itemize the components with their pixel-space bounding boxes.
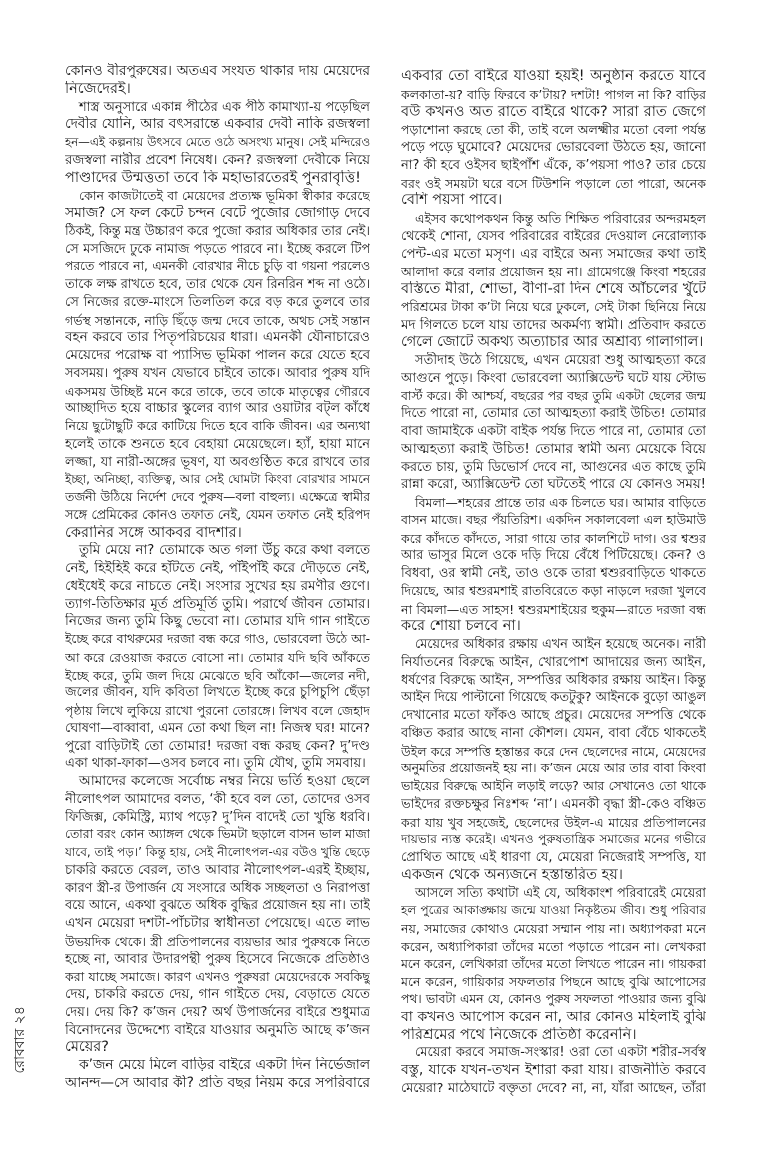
text-line: কোন কাজটাতেই বা মেয়েদের প্রত্যক্ষ ভূমিকা স্বীকার করেছে bbox=[79, 188, 370, 204]
text-line: বা কখনও আপোস করেন না, আর কোনও মহিলাই বুঝি bbox=[401, 1008, 706, 1025]
text-line: গেলে জোটে অকথ্য অত্যাচার আর অশ্রাব্য গালাগাল। bbox=[401, 334, 704, 351]
text-line: করা যায় খুব সহজেই, ছেলেদের উইল-এ মায়ের প্রতিপালনের bbox=[401, 814, 706, 830]
text-line: বিধবা, ওর স্বামী নেই, তাও ওকে তারা শ্বশুরবাড়িতে থাকতে bbox=[401, 566, 706, 581]
text-line: বস্তু, যাকে যখন-তখন ইশারা করা যায়। রাজনীতি করবে bbox=[401, 1062, 706, 1078]
paragraph bbox=[65, 542, 370, 773]
text-line: সঙ্গে প্রেমিকের কোনও তফাত নেই, যেমন তফাত নেই হরিপদ bbox=[65, 507, 370, 523]
running-footer: রোববার ২৪ bbox=[12, 1006, 28, 1074]
text-line: একবার তো বাইরে যাওয়া হয়ই! অনুষ্ঠান করতে যাবে bbox=[401, 68, 706, 84]
text-line: দেখানোর মতো ফাঁকও আছে প্রচুর। মেয়েদের সম্পত্তি থেকে bbox=[401, 708, 706, 723]
text-line: নিয়ে ছুটোছুটি করে কাটিয়ে দিতে হবে বাকি জীবন। এর অন্যথা bbox=[65, 419, 370, 433]
text-line: দেয়। দেয় কি? ক’জন দেয়? অর্থ উপার্জনের বাইরে শুধুমাত্র bbox=[65, 1004, 370, 1020]
text-line: একসময় উচ্ছিষ্ট মনে করে তাকে, তবে তাকে মাতৃত্বের গৌরবে bbox=[65, 383, 370, 399]
text-line: উইল করে সম্পত্তি হস্তান্তর করে দেন ছেলেদের নামে, মেয়েদের bbox=[401, 743, 706, 759]
text-line: আসলে সত্যি কথাটা এই যে, অধিকাংশ পরিবারেই মেয়েরা bbox=[415, 885, 706, 901]
text-line: নিজের জন্য তুমি কিছু ভেবো না। তোমার যদি গান গাইতে bbox=[65, 613, 370, 630]
text-line: পড়াশোনা করছে তো কী, তাই বলে অলক্ষ্মীর মতো বেলা পর্যন্ত bbox=[401, 122, 706, 138]
text-line: বস্তিতে মীরা, শোভা, বীণা-রা দিন শেষে আঁচলের খুঁটে bbox=[401, 281, 706, 297]
text-line: আগুনে পুড়ে। কিংবা ভোরবেলা অ্যাক্সিডেন্ট ঘটে যায় স্টোভ bbox=[401, 370, 706, 386]
text-line: কোনও বীরপুরুষের। অতএব সংযত থাকার দায় মেয়েদের bbox=[65, 63, 370, 79]
text-line: বার্স্ট করে। কী আশ্চর্য, বছরের পর বছর তুমি একটা ছেলের জন্ম bbox=[401, 388, 706, 403]
text-line: মনে করেন, গায়িকার সফলতার পিছনে আছে বুঝি আপোসের bbox=[401, 974, 706, 990]
text-line: চাকরি করতে বেরল, তাও আবার নীলোৎপল-এরই ইচ্ছায়, bbox=[65, 862, 370, 878]
text-line: ক’জন মেয়ে মিলে বাড়ির বাইরে একটা দিন নির্ভেজাল bbox=[79, 1057, 370, 1073]
text-line: ধেইধেই করে নাচতে নেই। সংসার সুখের হয় রমণীর গুণে। bbox=[65, 577, 370, 594]
paragraph bbox=[401, 494, 706, 636]
text-line: করে কাঁদতে কাঁদতে, সারা গায়ে তার কালশিটে দাগ। ওর শ্বশুর bbox=[401, 530, 706, 546]
text-line: রান্না করো, অ্যাক্সিডেন্ট তো ঘটতেই পারে যে কোনও সময়! bbox=[401, 477, 706, 493]
text-line: তুমি মেয়ে না? তোমাকে অত গলা উঁচু করে কথা বলতে bbox=[79, 543, 370, 559]
text-line: লজ্জা, যা নারী-অঙ্গের ভূষণ, যা অবগুণ্ঠিত করে রাখবে তার bbox=[65, 454, 370, 470]
text-line: নেই, হিইহিই করে হাঁটতে নেই, পাঁইপাঁই করে দৌড়তে নেই, bbox=[65, 561, 370, 576]
text-line: করেন, অধ্যাপিকারা তাঁদের মতো পড়াতে পারেন না। লেখকরা bbox=[401, 938, 706, 954]
text-line: মেয়েরা করবে সমাজ-সংস্কার! ওরা তো একটা শরীর-সর্বস্ব bbox=[415, 1045, 706, 1061]
text-line: না? কী হবে ওইসব ছাইপাঁশ এঁকে, ক’পয়সা পাও? তার চেয়ে bbox=[401, 157, 706, 173]
text-line: কেরানির সঙ্গে আকবর বাদশার। bbox=[65, 524, 242, 541]
text-line: শাস্ত্র অনুসারে একান্ন পীঠের এক পীঠ কামাখ্যা-য় পড়েছিল bbox=[79, 99, 370, 115]
text-line: ইচ্ছে করে, তুমি জল দিয়ে মেঝেতে ছবি আঁকো—জলের নদী, bbox=[65, 667, 370, 683]
text-line: কারণ স্ত্রী-র উপার্জন যে সংসারে অধিক সচ্ছলতা ও নিরাপত্তা bbox=[65, 880, 370, 896]
text-line: নির্যাতনের বিরুদ্ধে আইন, খোরপোশ আদায়ের জন্য আইন, bbox=[401, 654, 706, 670]
text-line: মেয়েরা? মাঠেঘাটে বক্তৃতা দেবে? না, না, যাঁরা আছেন, তাঁরা bbox=[401, 1080, 706, 1096]
text-line: এইসব কথোপকথন কিন্তু অতি শিক্ষিত পরিবারের অন্দরমহল bbox=[415, 211, 706, 226]
text-line: উভয়দিক থেকে। স্ত্রী প্রতিপালনের ব্যয়ভার আর পুরুষকে নিতে bbox=[65, 933, 370, 949]
text-line: হচ্ছে না, আবার উদারপন্থী পুরুষ হিসেবে নিজেকে প্রতিষ্ঠাও bbox=[65, 951, 370, 967]
text-line: আনন্দ—সে আবার কী? প্রতি বছর নিয়ম করে সপরিবারে bbox=[65, 1074, 370, 1091]
text-line: নীলোৎপল আমাদের বলত, ‘কী হবে বল তো, তোদের ওসব bbox=[65, 791, 370, 807]
left-column bbox=[65, 63, 370, 1093]
text-line: সতীদাহ উঠে গিয়েছে, এখন মেয়েরা শুধু আত্মহত্যা করে bbox=[415, 353, 706, 368]
text-line: সবসময়। পুরুষ যখন যেভাবে চাইবে তাকে। আবার পুরুষ যদি bbox=[65, 365, 370, 381]
paragraph bbox=[401, 352, 706, 494]
paragraph bbox=[65, 99, 370, 188]
text-line: একজন থেকে অন্যজনে হস্তান্তরিত হয়। bbox=[401, 866, 623, 883]
text-line: সে নিজের রক্তে-মাংসে তিলতিল করে বড় করে তুলবে তার bbox=[65, 294, 370, 310]
text-line: আর ভাসুর মিলে ওকে দড়ি দিয়ে বেঁধে পিটিয়েছে। কেন? ও bbox=[401, 548, 706, 564]
text-line: বউ কখনও অত রাতে বাইরে থাকে? সারা রাত জেগে bbox=[401, 103, 706, 120]
text-line: একা থাকা-ফাকা—ওসব চলবে না। তুমি যৌথ, তুমি সমবায়। bbox=[65, 756, 366, 772]
text-line: বরং ওই সময়টা ঘরে বসে টিউশনি পড়ালে তো পারো, অনেক bbox=[401, 175, 706, 191]
text-line: দিতে পারো না, তোমার তো আত্মহত্যা করাই উচিত! তোমার bbox=[401, 406, 706, 422]
text-line: মদ গিলতে চলে যায় তাদের অকর্মণ্য স্বামী। প্রতিবাদ করতে bbox=[401, 317, 706, 333]
text-line: না বিমলা—এত সাহস! শ্বশুরমশাইয়ের হুকুম—রাতে দরজা বন্ধ bbox=[401, 601, 706, 617]
text-line: ফিজিক্স, কেমিস্ট্রি, ম্যাথ পড়ে? দু’দিন বাদেই তো খুন্তি ধরবি। bbox=[65, 809, 370, 825]
text-line: প্রোথিত আছে এই ধারণা যে, মেয়েরা নিজেরাই সম্পত্তি, যা bbox=[401, 850, 706, 865]
text-line: যাবে, তাই পড়।’ কিন্তু হায়, সেই নীলোৎপল-এর বউও খুন্তি ছেড়ে bbox=[65, 845, 370, 859]
text-line: পড়ে পড়ে ঘুমোবে? মেয়েদের ভোরবেলা উঠতে হয়, জানো bbox=[401, 140, 706, 155]
text-line: পাণ্ডাদের উন্মত্ততা তবে কি মহাভারতেরই পুনরাবৃত্তি! bbox=[65, 169, 361, 186]
text-line: বিনোদনের উদ্দেশ্যে বাইরে যাওয়ার অনুমতি আছে ক’জন bbox=[65, 1021, 370, 1038]
paragraph bbox=[401, 68, 706, 210]
paragraph bbox=[65, 63, 370, 99]
text-line: তোরা বরং কোন অ্যাঙ্গল থেকে ভিমটা ছড়ালে বাসন ভাল মাজা bbox=[65, 827, 370, 842]
paragraph bbox=[401, 1044, 706, 1097]
text-line: বাবা জামাইকে একটা বাইক পর্যন্ত দিতে পারে না, তোমার তো bbox=[401, 424, 706, 439]
text-line: মেয়েদের অধিকার রক্ষায় এখন আইন হয়েছে অনেক। নারী bbox=[415, 637, 706, 652]
text-line: পথ। ভাবটা এমন যে, কোনও পুরুষ সফলতা পাওয়ার জন্য বুঝি bbox=[401, 992, 706, 1006]
text-line: দায়ভার ন্যস্ত করেই। এখনও পুরুষতান্ত্রিক সমাজের মনের গভীরে bbox=[401, 832, 706, 847]
text-line: ঘোষণা—বাব্বাবা, এমন তো কথা ছিল না! নিজস্ব ঘর! মানে? bbox=[65, 720, 370, 736]
text-line: হন—এই কল্পনায় উৎসবে মেতে ওঠে অসংখ্য মানুষ। সেই মন্দিরেও bbox=[65, 135, 370, 149]
text-line: দিয়েছে, আর শ্বশুরমশাই রাতবিরেতে কড়া নাড়লে দরজা খুলবে bbox=[401, 583, 706, 598]
text-line: আ করে রেওয়াজ করতে বোসো না। তোমার যদি ছবি আঁকতে bbox=[65, 649, 370, 665]
text-line: গর্ভস্থ সন্তানকে, নাড়ি ছিঁড়ে জন্ম দেবে তাকে, অথচ সেই সন্তান bbox=[65, 312, 370, 328]
text-line: তর্জনী উঠিয়ে নির্দেশ দেবে পুরুষ—বলা বাহুল্য। এক্ষেত্রে স্বামীর bbox=[65, 490, 370, 504]
text-line: বাসন মাজে। বছর পঁয়তিরিশ। একদিন সকালবেলা এল হাউমাউ bbox=[401, 512, 706, 527]
text-line: করতে চায়, তুমি ডিভোর্স দেবে না, আগুনের এত কাছে তুমি bbox=[401, 459, 706, 475]
text-line: ভাইয়ের বিরুদ্ধে আইনি লড়াই লড়ে? আর সেখানেও তো থাকে bbox=[401, 779, 706, 793]
text-line: ত্যাগ-তিতিক্ষার মূর্ত প্রতিমূর্তি তুমি। পরার্থে জীবন তোমার। bbox=[65, 596, 370, 612]
text-line: পৃষ্ঠায় লিখে লুকিয়ে রাখো পুরনো তোরঙ্গে। লিখব বলে জেহাদ bbox=[65, 703, 370, 718]
text-line: পরিশ্রমের টাকা ক’টা নিয়ে ঘরে ঢুকলে, সেই টাকা ছিনিয়ে নিয়ে bbox=[401, 299, 706, 314]
text-line: বয়ে আনে, একথা বুঝতে অধিক বুদ্ধির প্রয়োজন হয় না। তাই bbox=[65, 898, 370, 914]
text-line: দেবীর যোনি, আর বৎসরান্তে একবার দেবী নাকি রজস্বলা bbox=[65, 116, 370, 133]
text-line: ঠিকই, কিন্তু মন্ত্র উচ্চারণ করে পুজো করার অধিকার তার নেই। bbox=[65, 223, 370, 239]
text-line: জলের জীবন, যদি কবিতা লিখতে ইচ্ছে করে চুপিচুপি ছেঁড়া bbox=[65, 685, 370, 701]
text-line: করা যাচ্ছে সমাজে। কারণ এখনও পুরুষরা মেয়েদেরকে সবকিছু bbox=[65, 969, 370, 985]
text-line: বিমলা—শহরের প্রান্তে তার এক চিলতে ঘর। আমার বাড়িতে bbox=[415, 495, 706, 510]
text-line: নিজেদেরই। bbox=[65, 80, 131, 97]
text-line: নয়, সমাজের কোথাও মেয়েরা সম্মান পায় না। অধ্যাপকরা মনে bbox=[401, 921, 706, 936]
right-column bbox=[401, 68, 706, 1098]
text-line: করে শোয়া চলবে না। bbox=[401, 618, 521, 635]
text-line: তাকে লক্ষ রাখতে হবে, তার থেকে যেন রিনরিন শব্দ না ওঠে। bbox=[65, 277, 370, 292]
text-line: ভাইদের রক্তচক্ষুর নিঃশব্দ ‘না’। এমনকী বৃদ্ধা স্ত্রী-কেও বঞ্চিত bbox=[401, 796, 706, 812]
text-line: পরিশ্রমের পথে নিজেকে প্রতিষ্ঠা করেননি। bbox=[401, 1026, 637, 1043]
text-line: আচ্ছাদিত হয়ে বাচ্চার স্কুলের ব্যাগ আর ওয়াটার বট্‌ল কাঁধে bbox=[65, 401, 370, 417]
paragraph bbox=[65, 187, 370, 542]
text-line: এখন মেয়েরা দশটা-পাঁচটার স্বাধীনতা পেয়েছে। এতে লাভ bbox=[65, 915, 370, 931]
paragraph bbox=[65, 1057, 370, 1093]
paragraph bbox=[65, 773, 370, 1057]
text-line: আইন দিয়ে পাল্টানো গিয়েছে কতটুকু? আইনকে বুড়ো আঙুল bbox=[401, 690, 706, 706]
text-line: পরতে পারবে না, এমনকী বোরখার নীচে চুড়ি বা গয়না পরলেও bbox=[65, 259, 370, 274]
text-line: বঞ্চিত করার আছে নানা কৌশল। যেমন, বাবা বেঁচে থাকতেই bbox=[401, 725, 706, 741]
text-line: পুরো বাড়িটাই তো তোমার! দরজা বন্ধ করছ কেন? দু’দণ্ড bbox=[65, 737, 370, 754]
text-line: ধর্ষণের বিরুদ্ধে আইন, সম্পত্তির অধিকার রক্ষায় আইন। কিন্তু bbox=[401, 672, 706, 688]
text-line: আত্মহত্যা করাই উচিত! তোমার স্বামী অন্য মেয়েকে বিয়ে bbox=[401, 440, 706, 457]
text-line: রজস্বলা নারীর প্রবেশ নিষেধ। কেন? রজস্বলা দেবীকে নিয়ে bbox=[65, 152, 370, 168]
paragraph bbox=[401, 885, 706, 1045]
text-line: ইচ্ছে করে বাথরুমের দরজা বন্ধ করে গাও, ভোরবেলা উঠে আ- bbox=[65, 632, 370, 646]
text-line: আলাদা করে বলার প্রয়োজন হয় না। গ্রামেগঞ্জে কিংবা শহরের bbox=[401, 264, 706, 280]
text-line: থেকেই শোনা, যেসব পরিবারের বাইরের দেওয়াল নেরোল্যাক bbox=[401, 228, 706, 244]
text-line: মেয়েদের পরোক্ষ বা প্যাসিভ ভূমিকা পালন করে যেতে হবে bbox=[65, 348, 370, 363]
text-line: দেয়, চাকরি করতে দেয়, গান গাইতে দেয়, বেড়াতে যেতে bbox=[65, 986, 370, 1002]
paragraph bbox=[401, 210, 706, 352]
text-line: অনুমতির প্রয়োজনই হয় না। ক’জন মেয়ে আর তার বাবা কিংবা bbox=[401, 761, 706, 776]
text-line: বেশি পয়সা পাবে। bbox=[401, 192, 503, 209]
text-line: আমাদের কলেজে সর্বোচ্চ নম্বর নিয়ে ভর্তি হওয়া ছেলে bbox=[79, 773, 370, 789]
text-line: হল পুত্রের আকাঙ্ক্ষায় জন্মে যাওয়া নিকৃষ্টতম জীব। শুধু পরিবার bbox=[401, 903, 706, 918]
text-line: পেন্ট-এর মতো মসৃণ। এর বাইরে অন্য সমাজের কথা তাই bbox=[401, 245, 706, 262]
text-line: মেয়ের? bbox=[65, 1039, 109, 1056]
paragraph bbox=[401, 636, 706, 885]
text-line: ইচ্ছা, অনিচ্ছা, ব্যক্তিত্ব, আর সেই ঘোমটা কিংবা বোরখার সামনে bbox=[65, 472, 370, 487]
text-line: সমাজ? সে ফল কেটে চন্দন বেটে পুজোর জোগাড় দেবে bbox=[65, 205, 370, 221]
text-line: কলকাতা-য়? বাড়ি ফিরবে ক’টায়? দশটা! পাগল না কি? বাড়ির bbox=[401, 86, 706, 102]
text-line: সে মসজিদে ঢুকে নামাজ পড়তে পারবে না। ইচ্ছে করলে টিপ bbox=[65, 241, 370, 257]
text-line: হলেই তাকে শুনতে হবে বেহায়া মেয়েছেলে। হ্যাঁ, হায়া মানে bbox=[65, 436, 370, 452]
text-line: মনে করেন, লেখিকারা তাঁদের মতো লিখতে পারেন না। গায়করা bbox=[401, 956, 706, 971]
text-line: বহন করবে তার পিতৃপরিচয়ের ধারা। এমনকী যৌনাচারেও bbox=[65, 329, 370, 346]
